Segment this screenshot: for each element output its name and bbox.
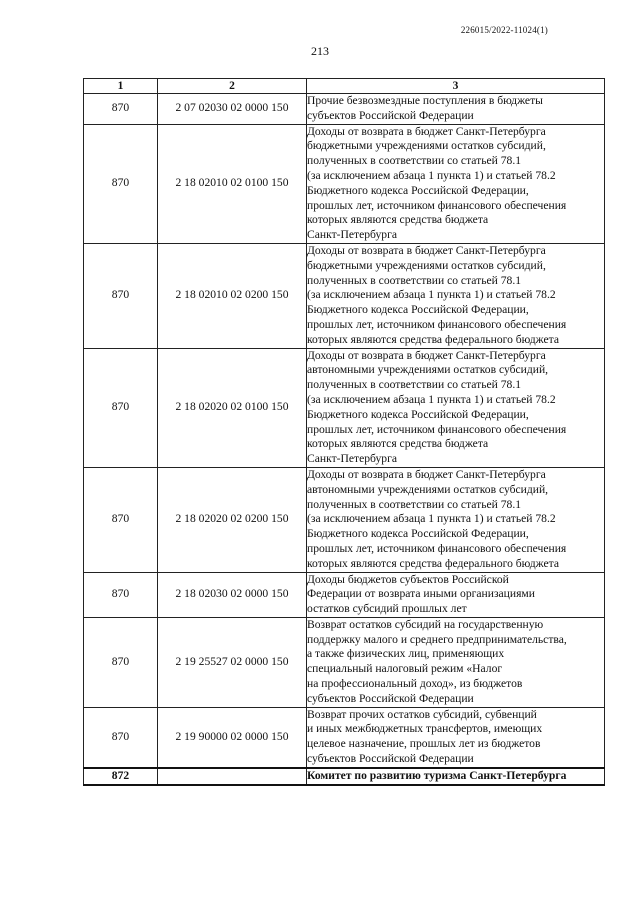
administrator-code: 870 bbox=[84, 94, 158, 125]
administrator-code: 870 bbox=[84, 707, 158, 768]
description-line: Доходы от возврата в бюджет Санкт-Петербурга bbox=[307, 467, 546, 481]
table-row bbox=[84, 617, 605, 707]
description-line: (за исключением абзаца 1 пункта 1) и статьей 78.2 bbox=[307, 168, 556, 182]
description-line: Прочие безвозмездные поступления в бюджеты bbox=[307, 94, 543, 107]
description-line: Санкт-Петербурга bbox=[307, 228, 397, 242]
description-line: субъектов Российской Федерации bbox=[307, 752, 474, 766]
description-line: субъектов Российской Федерации bbox=[307, 691, 474, 705]
description-line: Бюджетного кодекса Российской Федерации, bbox=[307, 527, 529, 541]
description-line: Комитет по развитию туризма Санкт-Петербурга bbox=[307, 768, 567, 782]
income-classification-code bbox=[158, 768, 307, 785]
income-description bbox=[307, 94, 605, 125]
description-line: и иных межбюджетных трансфертов, имеющих bbox=[307, 722, 543, 736]
administrator-code: 870 bbox=[84, 243, 158, 348]
description-line: (за исключением абзаца 1 пункта 1) и статьей 78.2 bbox=[307, 512, 556, 526]
description-line: на профессиональный доход», из бюджетов bbox=[307, 677, 523, 691]
description-line: которых являются средства федерального бюджета bbox=[307, 556, 560, 570]
table-row bbox=[84, 572, 605, 617]
description-line: бюджетными учреждениями остатков субсидий, bbox=[307, 258, 546, 272]
income-classification-code: 2 19 25527 02 0000 150 bbox=[158, 617, 307, 707]
description-line: Санкт-Петербурга bbox=[307, 452, 397, 466]
table-row bbox=[84, 94, 605, 125]
income-codes-table bbox=[83, 78, 605, 786]
description-line: Бюджетного кодекса Российской Федерации, bbox=[307, 407, 529, 421]
income-description bbox=[307, 768, 605, 785]
description-line: прошлых лет, источником финансового обеспечения bbox=[307, 198, 567, 212]
table-row bbox=[84, 467, 605, 572]
administrator-code: 870 bbox=[84, 124, 158, 243]
table-body bbox=[84, 94, 605, 785]
income-description bbox=[307, 348, 605, 467]
description-line: автономными учреждениями остатков субсидий, bbox=[307, 363, 549, 377]
table-row bbox=[84, 707, 605, 768]
income-classification-code: 2 19 90000 02 0000 150 bbox=[158, 707, 307, 768]
description-line: бюджетными учреждениями остатков субсидий, bbox=[307, 139, 546, 153]
income-classification-code: 2 07 02030 02 0000 150 bbox=[158, 94, 307, 125]
page-number: 213 bbox=[311, 44, 329, 58]
income-classification-code: 2 18 02030 02 0000 150 bbox=[158, 572, 307, 617]
column-header-1: 1 bbox=[84, 79, 158, 94]
income-description bbox=[307, 243, 605, 348]
description-line: Доходы от возврата в бюджет Санкт-Петербурга bbox=[307, 348, 546, 362]
income-description bbox=[307, 467, 605, 572]
description-line: Бюджетного кодекса Российской Федерации, bbox=[307, 183, 529, 197]
description-line: Бюджетного кодекса Российской Федерации, bbox=[307, 303, 529, 317]
description-line: остатков субсидий прошлых лет bbox=[307, 602, 467, 616]
description-line: полученных в соответствии со статьей 78.1 bbox=[307, 273, 522, 287]
administrator-code: 870 bbox=[84, 467, 158, 572]
description-line: субъектов Российской Федерации bbox=[307, 108, 474, 122]
administrator-code: 870 bbox=[84, 572, 158, 617]
document-registration-number: 226015/2022-11024(1) bbox=[460, 25, 548, 35]
description-line: полученных в соответствии со статьей 78.1 bbox=[307, 378, 522, 392]
description-line: полученных в соответствии со статьей 78.1 bbox=[307, 497, 522, 511]
description-line: поддержку малого и среднего предпринимательства, bbox=[307, 632, 567, 646]
description-line: а также физических лиц, применяющих bbox=[307, 647, 505, 661]
administrator-code: 870 bbox=[84, 617, 158, 707]
description-line: полученных в соответствии со статьей 78.1 bbox=[307, 154, 522, 168]
description-line: которых являются средства федерального бюджета bbox=[307, 332, 560, 346]
description-line: Возврат прочих остатков субсидий, субвенций bbox=[307, 707, 537, 721]
description-line: Федерации от возврата иными организациями bbox=[307, 587, 535, 601]
description-line: которых являются средства бюджета bbox=[307, 213, 489, 227]
table-row bbox=[84, 124, 605, 243]
income-description bbox=[307, 707, 605, 768]
administrator-code: 872 bbox=[84, 768, 158, 785]
description-line: Доходы бюджетов субъектов Российской bbox=[307, 572, 509, 586]
income-classification-code: 2 18 02010 02 0100 150 bbox=[158, 124, 307, 243]
income-classification-code: 2 18 02010 02 0200 150 bbox=[158, 243, 307, 348]
description-line: целевое назначение, прошлых лет из бюджетов bbox=[307, 737, 541, 751]
description-line: прошлых лет, источником финансового обеспечения bbox=[307, 317, 567, 331]
column-header-2: 2 bbox=[158, 79, 307, 94]
administrator-code: 870 bbox=[84, 348, 158, 467]
description-line: Доходы от возврата в бюджет Санкт-Петербурга bbox=[307, 243, 546, 257]
description-line: прошлых лет, источником финансового обеспечения bbox=[307, 422, 567, 436]
description-line: Возврат остатков субсидий на государственную bbox=[307, 617, 544, 631]
description-line: которых являются средства бюджета bbox=[307, 437, 489, 451]
description-line: (за исключением абзаца 1 пункта 1) и статьей 78.2 bbox=[307, 392, 556, 406]
description-line: специальный налоговый режим «Налог bbox=[307, 662, 503, 676]
income-description bbox=[307, 617, 605, 707]
description-line: Доходы от возврата в бюджет Санкт-Петербурга bbox=[307, 124, 546, 138]
table-row-total bbox=[84, 768, 605, 785]
description-line: автономными учреждениями остатков субсидий, bbox=[307, 482, 549, 496]
description-line: прошлых лет, источником финансового обеспечения bbox=[307, 541, 567, 555]
table-row bbox=[84, 243, 605, 348]
column-header-3: 3 bbox=[307, 79, 605, 94]
income-classification-code: 2 18 02020 02 0200 150 bbox=[158, 467, 307, 572]
income-description bbox=[307, 572, 605, 617]
income-classification-code: 2 18 02020 02 0100 150 bbox=[158, 348, 307, 467]
table-row bbox=[84, 348, 605, 467]
table-header-row bbox=[84, 79, 605, 94]
description-line: (за исключением абзаца 1 пункта 1) и статьей 78.2 bbox=[307, 288, 556, 302]
income-description bbox=[307, 124, 605, 243]
